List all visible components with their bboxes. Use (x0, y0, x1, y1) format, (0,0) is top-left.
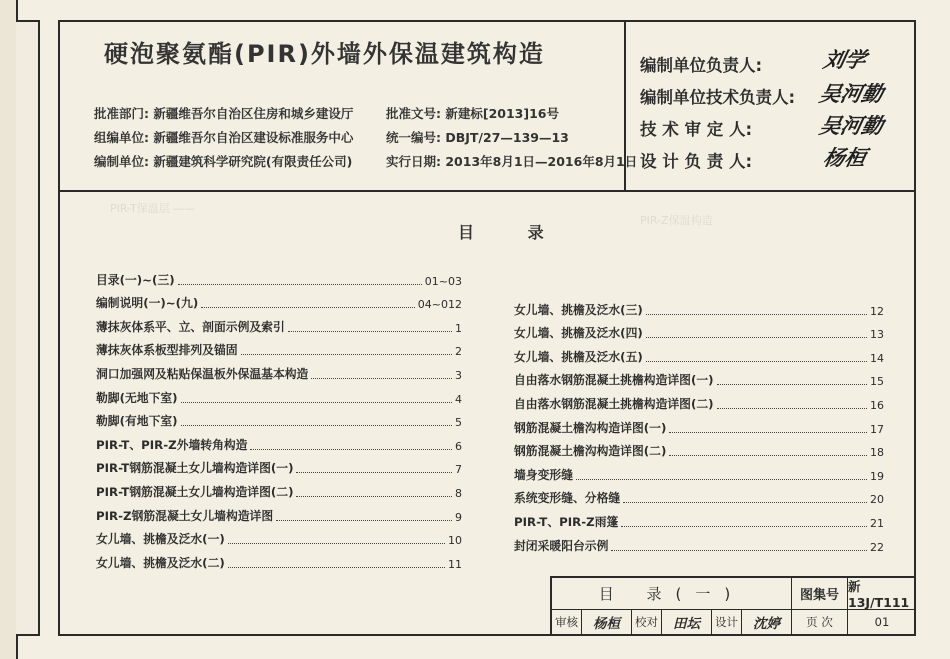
signature-role: 技 术 审 定 人: (640, 120, 753, 139)
toc-leader-dots (288, 331, 452, 332)
toc-entry-page: 11 (448, 557, 462, 571)
toc-entry (514, 506, 884, 530)
toc-entry-page: 10 (448, 534, 462, 548)
toc-entry (514, 459, 884, 483)
compiling-unit: 编制单位: 新疆建筑科学研究院(有限责任公司) (94, 154, 353, 169)
atlas-number-label: 图集号 (792, 578, 848, 610)
signature-role: 设 计 负 责 人: (640, 152, 753, 171)
toc-entry (96, 311, 462, 335)
toc-entry-title: PIR-T钢筋混凝土女儿墙构造详图(二) (96, 484, 294, 499)
design-signature: 沈婷 (742, 610, 792, 634)
toc-leader-dots (296, 472, 452, 473)
binding-strip (16, 20, 40, 636)
toc-entry (514, 483, 884, 507)
toc-entry (96, 406, 462, 430)
toc-entry (96, 500, 462, 524)
toc-entry-title: 女儿墙、挑檐及泛水(一) (96, 532, 225, 547)
page-label: 页 次 (792, 610, 848, 634)
toc-leader-dots (311, 378, 452, 379)
review-label: 审核 (552, 610, 582, 634)
toc-entry-title: 编制说明(一)~(九) (96, 296, 199, 311)
toc-entry-title: 目录(一)~(三) (96, 272, 175, 287)
toc-entry-title: 女儿墙、挑檐及泛水(五) (514, 349, 643, 364)
toc-entry (514, 341, 884, 365)
toc-entry (514, 365, 884, 389)
unified-number: 统一编号: DBJT/27—139—13 (386, 130, 569, 145)
toc-entry-page: 20 (870, 493, 884, 507)
toc-entry (96, 547, 462, 571)
toc-entry-page: 04~012 (417, 298, 462, 312)
toc-entry-title: 墙身变形缝 (514, 467, 573, 482)
signature-role: 编制单位负责人: (640, 56, 763, 75)
title-block (550, 576, 914, 634)
effective-date: 实行日期: 2013年8月1日—2016年8月1日 (386, 154, 638, 169)
toc-entry-title: 自由落水钢筋混凝土挑檐构造详图(二) (514, 396, 714, 411)
toc-leader-dots (201, 307, 415, 308)
toc-leader-dots (296, 496, 452, 497)
toc-entry (514, 388, 884, 412)
toc-entry-title: 勒脚(有地下室) (96, 414, 178, 429)
toc-heading: 目 录 (458, 223, 568, 242)
toc-entry (514, 436, 884, 460)
toc-entry (514, 530, 884, 554)
toc-entry-title: 薄抹灰体系平、立、剖面示例及索引 (96, 319, 285, 334)
toc-entry-title: 封闭采暖阳台示例 (514, 538, 609, 553)
toc-entry-title: PIR-Z钢筋混凝土女儿墙构造详图 (96, 508, 274, 523)
toc-leader-dots (669, 455, 867, 456)
handwritten-signature: 吴河勤 (817, 113, 886, 138)
toc-entry-page: 2 (455, 345, 462, 359)
toc-entry-title: 女儿墙、挑檐及泛水(二) (96, 555, 225, 570)
toc-leader-dots (181, 425, 452, 426)
toc-entry-page: 4 (455, 392, 462, 406)
toc-entry (96, 476, 462, 500)
design-label: 设计 (712, 610, 742, 634)
toc-entry (96, 335, 462, 359)
toc-entry (514, 294, 884, 318)
approval-dept: 批准部门: 新疆维吾尔自治区住房和城乡建设厅 (94, 106, 354, 121)
header-box (60, 22, 638, 192)
toc-entry-page: 6 (455, 439, 462, 453)
toc-entry-page: 9 (455, 510, 462, 524)
toc-entry-title: PIR-T钢筋混凝土女儿墙构造详图(一) (96, 461, 294, 476)
toc-leader-dots (228, 567, 445, 568)
toc-entry-title: 薄抹灰体系板型排列及锚固 (96, 343, 238, 358)
toc-entry-page: 17 (870, 422, 884, 436)
toc-entry-page: 7 (455, 463, 462, 477)
show-through-text: PIR-Z保温构造 (640, 214, 713, 227)
toc-leader-dots (250, 449, 452, 450)
toc-leader-dots (178, 284, 422, 285)
toc-entry (96, 453, 462, 477)
show-through-text: PIR-T保温层 —— (110, 202, 196, 215)
toc-entry (96, 382, 462, 406)
toc-entry-title: 系统变形缝、分格缝 (514, 491, 621, 506)
toc-entry-title: 女儿墙、挑檐及泛水(三) (514, 302, 643, 317)
toc-leader-dots (241, 354, 452, 355)
toc-entry-page: 8 (455, 486, 462, 500)
title-block-signature-row (552, 610, 916, 634)
toc-entry-title: PIR-T、PIR-Z外墙转角构造 (96, 437, 248, 452)
toc-leader-dots (181, 402, 452, 403)
toc-leader-dots (276, 520, 452, 521)
toc-leader-dots (228, 543, 445, 544)
toc-entry-page: 1 (455, 321, 462, 335)
toc-entry-page: 12 (870, 304, 884, 318)
toc-left-column (96, 264, 462, 571)
toc-leader-dots (576, 479, 867, 480)
signature-role: 编制单位技术负责人: (640, 88, 796, 107)
toc-leader-dots (611, 550, 867, 551)
toc-entry-page: 5 (455, 416, 462, 430)
toc-leader-dots (646, 361, 867, 362)
toc-leader-dots (646, 314, 867, 315)
handwritten-signature: 刘学 (821, 47, 869, 72)
toc-entry (96, 264, 462, 288)
atlas-title: 硬泡聚氨酯(PIR)外墙外保温建筑构造 (104, 40, 545, 68)
page-number: 01 (874, 615, 890, 629)
toc-entry-page: 01~03 (424, 274, 462, 288)
toc-entry-title: 洞口加强网及粘贴保温板外保温基本构造 (96, 366, 309, 381)
handwritten-signature: 吴河勤 (817, 81, 886, 106)
toc-entry-title: 钢筋混凝土檐沟构造详图(一) (514, 420, 667, 435)
toc-entry-title: 女儿墙、挑檐及泛水(四) (514, 326, 643, 341)
toc-entry (96, 429, 462, 453)
organizing-unit: 组编单位: 新疆维吾尔自治区建设标准服务中心 (94, 130, 354, 145)
toc-entry-title: 自由落水钢筋混凝土挑檐构造详图(一) (514, 373, 714, 388)
toc-leader-dots (646, 337, 867, 338)
toc-entry (514, 318, 884, 342)
toc-entry-title: PIR-T、PIR-Z雨篷 (514, 514, 619, 529)
toc-entry-page: 19 (870, 469, 884, 483)
toc-entry-page: 15 (870, 375, 884, 389)
toc-entry-page: 16 (870, 398, 884, 412)
toc-entry (96, 358, 462, 382)
toc-entry (96, 524, 462, 548)
check-label: 校对 (632, 610, 662, 634)
toc-leader-dots (621, 526, 867, 527)
handwritten-signature: 杨桓 (821, 145, 869, 170)
drawing-frame (58, 20, 916, 636)
toc-leader-dots (717, 408, 867, 409)
toc-leader-dots (717, 384, 867, 385)
toc-leader-dots (623, 502, 867, 503)
signature-box (624, 22, 914, 192)
toc-entry (514, 412, 884, 436)
toc-entry-page: 22 (870, 540, 884, 554)
toc-entry (96, 288, 462, 312)
atlas-number: 新13J/T111 (848, 578, 916, 610)
toc-entry-title: 钢筋混凝土檐沟构造详图(二) (514, 444, 667, 459)
toc-entry-title: 勒脚(无地下室) (96, 390, 178, 405)
sheet-title: 目 录(一) (552, 578, 792, 610)
review-signature: 杨桓 (582, 610, 632, 634)
toc-entry-page: 3 (455, 368, 462, 382)
toc-entry-page: 13 (870, 328, 884, 342)
approval-doc: 批准文号: 新建标[2013]16号 (386, 106, 559, 121)
toc-entry-page: 14 (870, 351, 884, 365)
toc-leader-dots (669, 432, 867, 433)
toc-right-column (514, 294, 884, 554)
toc-entry-page: 18 (870, 446, 884, 460)
check-signature: 田坛 (662, 610, 712, 634)
toc-entry-page: 21 (870, 516, 884, 530)
